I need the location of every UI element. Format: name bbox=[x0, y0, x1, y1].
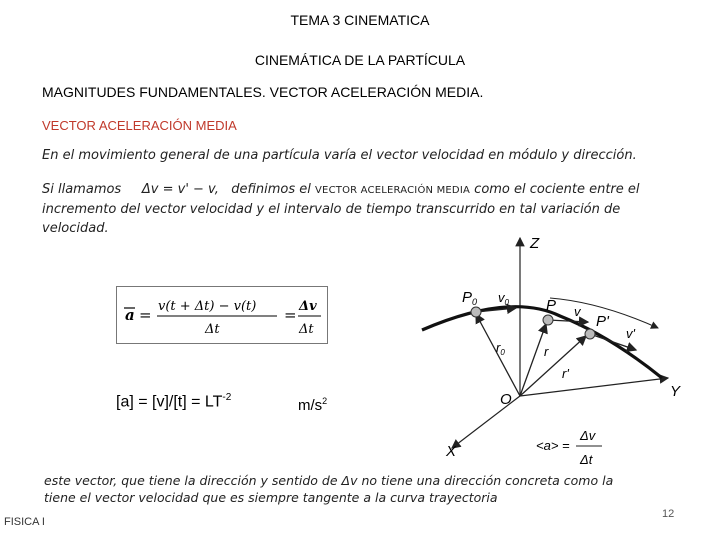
dimension-exponent: -2 bbox=[222, 392, 232, 403]
section-heading: MAGNITUDES FUNDAMENTALES. VECTOR ACELERACIÓN MEDIA. bbox=[42, 84, 484, 100]
definition-mid: definimos el bbox=[231, 182, 311, 197]
point-p-prime bbox=[585, 329, 595, 339]
acceleration-units bbox=[298, 396, 327, 414]
dimension-text: [a] = [v]/[t] = LT bbox=[116, 393, 223, 411]
y-axis-label: Y bbox=[670, 383, 681, 400]
r-label: r bbox=[544, 344, 549, 359]
point-p0 bbox=[471, 307, 481, 317]
intro-paragraph: En el movimiento general de una partícula varía el vector velocidad en módulo y dirección. bbox=[42, 148, 637, 163]
v0-label: $v_0$ bbox=[498, 290, 509, 307]
r-prime-vector bbox=[520, 336, 586, 396]
y-axis bbox=[520, 378, 668, 396]
formula-eq2: = bbox=[284, 306, 297, 324]
point-p bbox=[543, 315, 553, 325]
avg-acc-num: Δv bbox=[580, 428, 596, 443]
r0-label: $r_0$ bbox=[496, 340, 505, 357]
p-prime-label: P' bbox=[596, 313, 609, 330]
units-exponent: 2 bbox=[322, 396, 328, 406]
r-prime-label: r' bbox=[562, 366, 569, 381]
formula-lhs: a bbox=[125, 306, 135, 324]
z-axis-label: Z bbox=[530, 235, 540, 252]
r0-vector bbox=[476, 314, 520, 396]
slide-title: TEMA 3 CINEMATICA bbox=[290, 12, 430, 28]
p-label: P bbox=[546, 297, 557, 314]
v-label: v bbox=[574, 304, 581, 319]
formula-numerator: v(t + Δt) − v(t) bbox=[158, 299, 257, 314]
avg-acc-lhs: <a> = bbox=[536, 438, 570, 453]
formula-rhs-num: Δv bbox=[299, 299, 317, 314]
v-prime-label: v' bbox=[626, 326, 635, 341]
delta-v-formula: Δv = v' − v, bbox=[141, 182, 219, 197]
formula-rhs-den: Δt bbox=[299, 322, 314, 337]
p0-label: $P_0$ bbox=[462, 289, 478, 307]
trajectory-diagram bbox=[400, 228, 700, 478]
footer-course: FISICA I bbox=[4, 516, 45, 528]
definition-start: Si llamamos bbox=[42, 182, 122, 197]
r-vector bbox=[520, 324, 546, 396]
dimension-equation bbox=[116, 392, 231, 411]
origin-label: O bbox=[500, 391, 512, 408]
avg-acc-den: Δt bbox=[580, 452, 593, 467]
trajectory-curve bbox=[422, 307, 662, 378]
average-acceleration-formula bbox=[116, 286, 328, 344]
page-number: 12 bbox=[662, 508, 675, 520]
units-text: m/s bbox=[298, 397, 323, 414]
formula-eq1: = bbox=[139, 306, 152, 324]
slide-subtitle: CINEMÁTICA DE LA PARTÍCULA bbox=[254, 52, 466, 68]
term-average-acceleration: VECTOR ACELERACIÓN MEDIA bbox=[315, 185, 471, 196]
closing-paragraph: este vector, que tiene la dirección y sentido de Δv no tiene una dirección concreta como la tiene el vector velocidad que es siempre tangente a la curva trayectoria bbox=[44, 473, 614, 505]
subsection-heading: VECTOR ACELERACIÓN MEDIA bbox=[42, 118, 237, 133]
formula-denominator: Δt bbox=[205, 322, 220, 337]
x-axis-label: X bbox=[446, 443, 457, 460]
definition-end: como el cociente entre el incremento del vector velocidad y el intervalo de tiempo transcurrido en tal variación de velocidad. bbox=[42, 182, 640, 236]
